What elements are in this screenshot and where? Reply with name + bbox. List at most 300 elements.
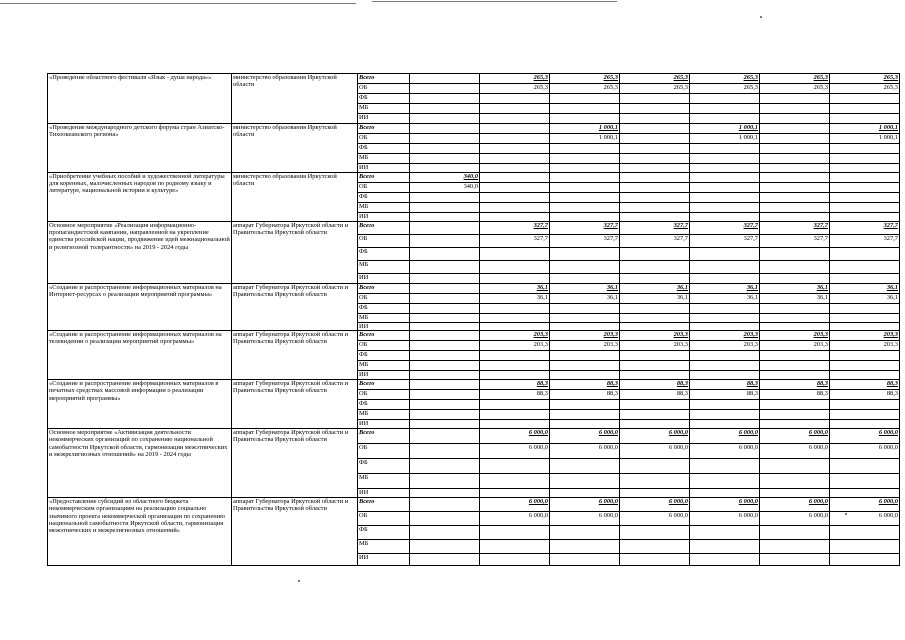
amount-cell — [760, 304, 830, 314]
amount-cell — [550, 351, 620, 361]
amount-cell: 6 000,0 — [480, 512, 550, 526]
amount-cell — [410, 429, 480, 444]
amount-cell — [620, 124, 690, 134]
amount-cell: 88,3 — [690, 380, 760, 390]
amount-cell: 340,0 — [410, 173, 480, 183]
amount-cell: 265,3 — [830, 84, 900, 94]
amount-cell — [830, 248, 900, 261]
amount-cell: 36,1 — [760, 294, 830, 304]
amount-cell — [480, 213, 550, 222]
funding-source-cell: ФБ — [358, 304, 410, 314]
amount-cell — [480, 274, 550, 284]
amount-cell: 265,3 — [760, 74, 830, 84]
amount-cell: 6 000,0 — [760, 429, 830, 444]
funding-source-cell: Всего — [358, 380, 410, 390]
scan-speck — [298, 580, 300, 582]
amount-cell — [480, 114, 550, 124]
amount-cell — [480, 474, 550, 489]
amount-cell: 265,3 — [480, 84, 550, 94]
amount-cell — [410, 235, 480, 248]
amount-cell — [620, 193, 690, 203]
amount-cell — [480, 400, 550, 410]
amount-cell: 327,7 — [550, 222, 620, 235]
amount-cell — [620, 304, 690, 314]
table-row-total — [48, 222, 900, 235]
amount-cell — [690, 154, 760, 164]
amount-cell: 6 000,0 — [690, 512, 760, 526]
amount-cell: 36,1 — [830, 294, 900, 304]
amount-cell: 1 000,1 — [830, 124, 900, 134]
amount-cell — [830, 304, 900, 314]
amount-cell — [550, 554, 620, 566]
amount-cell — [410, 361, 480, 371]
amount-cell — [550, 94, 620, 104]
amount-cell — [550, 164, 620, 173]
amount-cell — [410, 104, 480, 114]
amount-cell — [620, 274, 690, 284]
amount-cell — [830, 213, 900, 222]
scan-speck — [760, 16, 762, 18]
amount-cell: 88,3 — [830, 390, 900, 400]
amount-cell — [690, 314, 760, 323]
funding-source-cell: МБ — [358, 261, 410, 274]
amount-cell — [410, 526, 480, 540]
amount-cell — [480, 134, 550, 144]
table-row-total — [48, 173, 900, 183]
budget-sheet — [47, 73, 900, 566]
funding-source-cell: МБ — [358, 361, 410, 371]
amount-cell — [760, 164, 830, 173]
event-name-cell: «Приобретение учебных пособий и художественной литературы для коренных, малочисленных народов по родному языку и литературе, национальной истории и культуре» — [48, 173, 232, 222]
amount-cell — [830, 94, 900, 104]
amount-cell — [830, 154, 900, 164]
funding-source-cell: МБ — [358, 104, 410, 114]
amount-cell — [760, 213, 830, 222]
amount-cell — [690, 459, 760, 474]
amount-cell — [760, 173, 830, 183]
amount-cell — [410, 154, 480, 164]
amount-cell: 36,1 — [620, 284, 690, 294]
amount-cell: 6 000,0 — [830, 512, 900, 526]
amount-cell — [480, 154, 550, 164]
amount-cell — [690, 526, 760, 540]
amount-cell: 6 000,0 — [620, 512, 690, 526]
amount-cell — [410, 144, 480, 154]
funding-source-cell: ФБ — [358, 400, 410, 410]
amount-cell: 88,3 — [550, 390, 620, 400]
amount-cell: 6 000,0 — [690, 429, 760, 444]
funding-source-cell: Всего — [358, 222, 410, 235]
amount-cell: 1 000,1 — [830, 134, 900, 144]
amount-cell — [620, 203, 690, 213]
amount-cell: 265,3 — [830, 74, 900, 84]
amount-cell — [410, 474, 480, 489]
amount-cell — [690, 261, 760, 274]
amount-cell — [410, 420, 480, 429]
amount-cell — [830, 323, 900, 331]
amount-cell: 327,7 — [550, 235, 620, 248]
executor-cell: аппарат Губернатора Иркутской области и Правительства Иркутской области — [232, 429, 358, 498]
amount-cell — [760, 203, 830, 213]
amount-cell — [690, 104, 760, 114]
amount-cell — [620, 526, 690, 540]
amount-cell — [830, 410, 900, 420]
amount-cell: 6 000,0 — [550, 429, 620, 444]
amount-cell — [620, 173, 690, 183]
event-name-cell: «Создание и распространение информационных материалов на телевидении о реализации мероприятий программы» — [48, 331, 232, 380]
amount-cell — [760, 144, 830, 154]
amount-cell — [620, 459, 690, 474]
amount-cell — [760, 183, 830, 193]
event-name-cell: «Проведение международного детского форума стран Азиатско-Тихоокеанского региона» — [48, 124, 232, 173]
amount-cell — [830, 314, 900, 323]
funding-source-cell: ИИ — [358, 420, 410, 429]
funding-table-body — [48, 74, 900, 566]
amount-cell — [830, 193, 900, 203]
amount-cell — [760, 261, 830, 274]
funding-source-cell: Всего — [358, 331, 410, 341]
amount-cell: 36,1 — [830, 284, 900, 294]
amount-cell: 327,7 — [690, 235, 760, 248]
amount-cell: 203,3 — [550, 331, 620, 341]
amount-cell — [690, 400, 760, 410]
amount-cell — [620, 248, 690, 261]
amount-cell — [410, 331, 480, 341]
amount-cell — [410, 323, 480, 331]
amount-cell — [410, 294, 480, 304]
amount-cell — [760, 526, 830, 540]
amount-cell — [830, 371, 900, 380]
amount-cell — [760, 154, 830, 164]
amount-cell: 36,1 — [550, 284, 620, 294]
amount-cell — [690, 114, 760, 124]
amount-cell — [550, 400, 620, 410]
amount-cell: 265,3 — [620, 74, 690, 84]
amount-cell — [550, 274, 620, 284]
amount-cell — [760, 114, 830, 124]
funding-source-cell: ИИ — [358, 489, 410, 498]
executor-cell: аппарат Губернатора Иркутской области и Правительства Иркутской области — [232, 498, 358, 566]
amount-cell: 203,3 — [620, 341, 690, 351]
amount-cell — [480, 94, 550, 104]
funding-source-cell: ФБ — [358, 144, 410, 154]
funding-source-cell: МБ — [358, 314, 410, 323]
amount-cell — [690, 361, 760, 371]
amount-cell — [410, 248, 480, 261]
amount-cell — [760, 489, 830, 498]
amount-cell: 88,3 — [480, 380, 550, 390]
amount-cell — [410, 222, 480, 235]
amount-cell: 6 000,0 — [760, 444, 830, 459]
amount-cell — [550, 248, 620, 261]
amount-cell — [760, 361, 830, 371]
funding-source-cell: ФБ — [358, 193, 410, 203]
amount-cell: 88,3 — [760, 380, 830, 390]
amount-cell — [410, 444, 480, 459]
amount-cell: 203,3 — [620, 331, 690, 341]
amount-cell — [620, 94, 690, 104]
amount-cell — [760, 134, 830, 144]
amount-cell — [620, 371, 690, 380]
amount-cell — [830, 261, 900, 274]
amount-cell: 88,3 — [760, 390, 830, 400]
scan-top-line-left — [0, 3, 356, 4]
amount-cell — [550, 154, 620, 164]
amount-cell — [760, 540, 830, 554]
amount-cell — [830, 400, 900, 410]
event-name-cell: «Проведение областного фестиваля «Язык - душа народа»» — [48, 74, 232, 124]
amount-cell — [480, 183, 550, 193]
amount-cell — [830, 164, 900, 173]
amount-cell: 6 000,0 — [550, 498, 620, 512]
amount-cell: 327,7 — [620, 235, 690, 248]
amount-cell — [480, 410, 550, 420]
funding-source-cell: Всего — [358, 284, 410, 294]
amount-cell — [690, 213, 760, 222]
amount-cell — [690, 248, 760, 261]
amount-cell: 327,7 — [830, 235, 900, 248]
amount-cell — [620, 164, 690, 173]
amount-cell — [410, 203, 480, 213]
amount-cell — [830, 203, 900, 213]
amount-cell: 6 000,0 — [480, 444, 550, 459]
amount-cell — [480, 248, 550, 261]
amount-cell — [480, 361, 550, 371]
funding-source-cell: Всего — [358, 173, 410, 183]
amount-cell — [410, 193, 480, 203]
amount-cell — [620, 104, 690, 114]
amount-cell — [410, 540, 480, 554]
amount-cell — [410, 498, 480, 512]
amount-cell: 203,3 — [690, 331, 760, 341]
amount-cell — [760, 124, 830, 134]
amount-cell — [830, 540, 900, 554]
amount-cell — [620, 400, 690, 410]
amount-cell — [480, 193, 550, 203]
funding-source-cell: ИИ — [358, 323, 410, 331]
funding-source-cell: ОБ — [358, 294, 410, 304]
amount-cell — [550, 474, 620, 489]
amount-cell — [410, 94, 480, 104]
amount-cell — [620, 154, 690, 164]
amount-cell — [410, 134, 480, 144]
funding-source-cell: Всего — [358, 124, 410, 134]
amount-cell — [550, 104, 620, 114]
amount-cell — [410, 512, 480, 526]
amount-cell — [690, 173, 760, 183]
amount-cell — [410, 380, 480, 390]
amount-cell: 1 000,1 — [550, 134, 620, 144]
amount-cell — [550, 114, 620, 124]
amount-cell — [620, 474, 690, 489]
amount-cell — [760, 410, 830, 420]
funding-source-cell: Всего — [358, 498, 410, 512]
amount-cell — [410, 351, 480, 361]
amount-cell — [830, 474, 900, 489]
executor-cell: аппарат Губернатора Иркутской области и Правительства Иркутской области — [232, 284, 358, 331]
amount-cell — [620, 489, 690, 498]
amount-cell — [830, 351, 900, 361]
amount-cell: 1 000,1 — [550, 124, 620, 134]
executor-cell: аппарат Губернатора Иркутской области и Правительства Иркутской области — [232, 331, 358, 380]
amount-cell — [410, 459, 480, 474]
amount-cell: 327,7 — [830, 222, 900, 235]
funding-source-cell: ФБ — [358, 94, 410, 104]
amount-cell — [550, 489, 620, 498]
amount-cell — [760, 248, 830, 261]
amount-cell — [480, 144, 550, 154]
amount-cell — [830, 459, 900, 474]
amount-cell — [410, 74, 480, 84]
amount-cell — [620, 114, 690, 124]
amount-cell: 36,1 — [480, 294, 550, 304]
amount-cell — [480, 164, 550, 173]
amount-cell — [830, 361, 900, 371]
amount-cell — [480, 540, 550, 554]
amount-cell — [550, 459, 620, 474]
amount-cell: 36,1 — [620, 294, 690, 304]
amount-cell — [690, 274, 760, 284]
funding-source-cell: ОБ — [358, 341, 410, 351]
executor-cell: аппарат Губернатора Иркутской области и Правительства Иркутской области — [232, 380, 358, 429]
amount-cell: 265,3 — [550, 74, 620, 84]
amount-cell — [690, 304, 760, 314]
amount-cell — [550, 173, 620, 183]
amount-cell — [620, 261, 690, 274]
table-row-total — [48, 380, 900, 390]
amount-cell: 1 000,1 — [690, 134, 760, 144]
funding-source-cell: ИИ — [358, 371, 410, 380]
amount-cell — [760, 94, 830, 104]
amount-cell — [480, 203, 550, 213]
amount-cell — [690, 144, 760, 154]
amount-cell — [410, 314, 480, 323]
amount-cell: 36,1 — [690, 294, 760, 304]
amount-cell: 6 000,0 — [690, 498, 760, 512]
amount-cell — [620, 144, 690, 154]
amount-cell: 203,3 — [760, 331, 830, 341]
funding-source-cell: МБ — [358, 474, 410, 489]
amount-cell: 327,7 — [480, 235, 550, 248]
amount-cell — [760, 459, 830, 474]
amount-cell — [550, 540, 620, 554]
amount-cell — [410, 164, 480, 173]
funding-source-cell: ИИ — [358, 164, 410, 173]
event-name-cell: Основное мероприятие «Активизация деятельности некоммерческих организаций по сохранению национальной самобытности Иркутской области, гармонизации межэтнических и межрелигиозных отношений» на 2019 - 2024 годы — [48, 429, 232, 498]
amount-cell: 327,7 — [690, 222, 760, 235]
amount-cell: 88,3 — [830, 380, 900, 390]
funding-source-cell: МБ — [358, 154, 410, 164]
funding-source-cell: ОБ — [358, 134, 410, 144]
amount-cell: 265,3 — [550, 84, 620, 94]
amount-cell — [550, 323, 620, 331]
amount-cell — [830, 183, 900, 193]
amount-cell — [550, 144, 620, 154]
funding-source-cell: ИИ — [358, 554, 410, 566]
executor-cell: министерство образования Иркутской области — [232, 173, 358, 222]
amount-cell: 6 000,0 — [480, 429, 550, 444]
amount-cell: 36,1 — [760, 284, 830, 294]
amount-cell — [760, 554, 830, 566]
funding-source-cell: ИИ — [358, 213, 410, 222]
table-row-total — [48, 498, 900, 512]
amount-cell: 36,1 — [690, 284, 760, 294]
funding-source-cell: ИИ — [358, 114, 410, 124]
amount-cell — [550, 213, 620, 222]
amount-cell — [410, 400, 480, 410]
amount-cell — [760, 314, 830, 323]
amount-cell — [550, 261, 620, 274]
amount-cell — [620, 213, 690, 222]
amount-cell: 203,3 — [830, 331, 900, 341]
funding-source-cell: ФБ — [358, 248, 410, 261]
amount-cell — [410, 371, 480, 380]
amount-cell — [410, 554, 480, 566]
amount-cell — [480, 124, 550, 134]
table-row-total — [48, 124, 900, 134]
amount-cell — [760, 371, 830, 380]
amount-cell: 203,3 — [760, 341, 830, 351]
amount-cell: 265,3 — [690, 84, 760, 94]
amount-cell: 327,7 — [760, 222, 830, 235]
amount-cell: 265,3 — [760, 84, 830, 94]
amount-cell — [480, 459, 550, 474]
executor-cell: аппарат Губернатора Иркутской области и Правительства Иркутской области — [232, 222, 358, 284]
amount-cell: 88,3 — [480, 390, 550, 400]
funding-source-cell: ФБ — [358, 526, 410, 540]
amount-cell — [550, 183, 620, 193]
amount-cell: 265,3 — [480, 74, 550, 84]
amount-cell — [550, 203, 620, 213]
amount-cell: 36,1 — [480, 284, 550, 294]
amount-cell: 6 000,0 — [620, 429, 690, 444]
amount-cell — [550, 304, 620, 314]
amount-cell — [480, 173, 550, 183]
amount-cell: 265,3 — [690, 74, 760, 84]
amount-cell: 203,3 — [690, 341, 760, 351]
amount-cell — [760, 400, 830, 410]
amount-cell: 88,3 — [550, 380, 620, 390]
amount-cell — [830, 526, 900, 540]
amount-cell — [480, 371, 550, 380]
amount-cell — [550, 314, 620, 323]
amount-cell — [410, 274, 480, 284]
amount-cell: 6 000,0 — [760, 498, 830, 512]
amount-cell: 6 000,0 — [620, 498, 690, 512]
amount-cell — [690, 183, 760, 193]
amount-cell — [690, 420, 760, 429]
amount-cell: 88,3 — [620, 380, 690, 390]
amount-cell — [690, 94, 760, 104]
amount-cell: 6 000,0 — [830, 444, 900, 459]
executor-cell: министерство образования Иркутской области — [232, 74, 358, 124]
funding-source-cell: ОБ — [358, 512, 410, 526]
amount-cell — [480, 554, 550, 566]
amount-cell — [690, 371, 760, 380]
amount-cell — [410, 284, 480, 294]
amount-cell — [830, 420, 900, 429]
amount-cell: 203,3 — [480, 331, 550, 341]
amount-cell — [550, 193, 620, 203]
amount-cell — [690, 410, 760, 420]
funding-source-cell: ФБ — [358, 459, 410, 474]
amount-cell: 36,1 — [550, 294, 620, 304]
amount-cell — [620, 361, 690, 371]
funding-source-cell: ОБ — [358, 235, 410, 248]
amount-cell — [550, 420, 620, 429]
amount-cell: 327,7 — [760, 235, 830, 248]
amount-cell — [480, 314, 550, 323]
